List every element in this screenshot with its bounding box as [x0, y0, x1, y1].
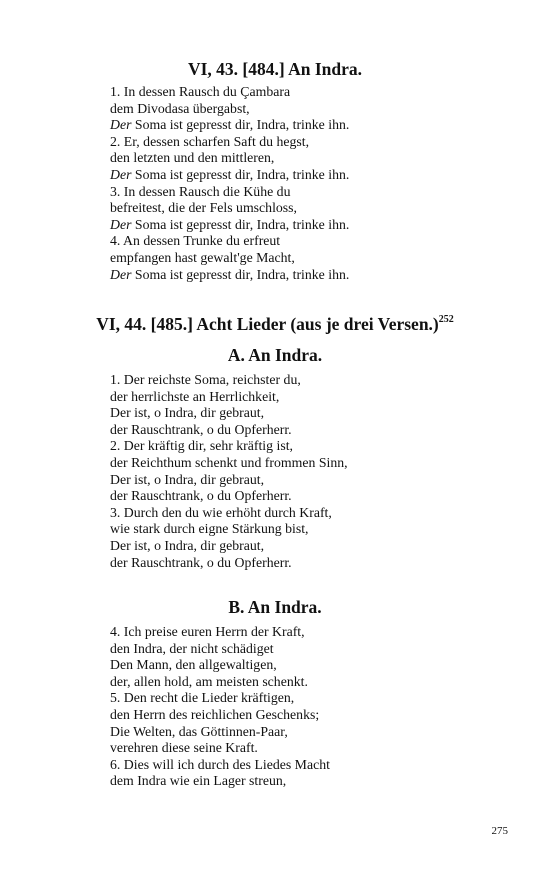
- section-heading-a: A. An Indra.: [227, 345, 323, 365]
- verse-line: Der ist, o Indra, dir gebraut,: [110, 537, 265, 553]
- verse-line: [110, 117, 530, 134]
- refrain-text: Soma ist gepresst dir, Indra, trinke ihn.: [131, 266, 350, 282]
- refrain-emphasis: Der: [110, 216, 132, 232]
- refrain-text: Soma ist gepresst dir, Indra, trinke ihn.: [131, 166, 350, 182]
- refrain-text: Soma ist gepresst dir, Indra, trinke ihn.: [131, 117, 350, 133]
- verse-line: befreitest, die der Fels umschloss,: [110, 200, 297, 216]
- verse-line: den Herrn des reichlichen Geschenks;: [110, 706, 320, 722]
- refrain-emphasis: Der: [110, 266, 132, 282]
- verse-line: 5. Den recht die Lieder kräftigen,: [110, 690, 295, 706]
- hymn-heading-vi-43: VI, 43. [484.] An Indra.: [187, 59, 363, 79]
- verse-line: 3. In dessen Rausch die Kühe du: [110, 183, 291, 199]
- verse-line: Der ist, o Indra, dir gebraut,: [110, 471, 265, 487]
- verse-line: der Rauschtrank, o du Opferherr.: [110, 554, 292, 570]
- refrain-emphasis: Der: [110, 117, 132, 133]
- verse-line: der Rauschtrank, o du Opferherr.: [110, 488, 292, 504]
- hymn-vi-43-verses: [110, 84, 530, 283]
- verse-line: der Reichthum schenkt und frommen Sinn,: [110, 454, 348, 470]
- verse-line: der Rauschtrank, o du Opferherr.: [110, 421, 292, 437]
- verse-line: 6. Dies will ich durch des Liedes Macht: [110, 756, 330, 772]
- page-number: 275: [491, 825, 508, 837]
- verse-line: verehren diese seine Kraft.: [110, 740, 258, 756]
- verse-line: Den Mann, den allgewaltigen,: [110, 657, 277, 673]
- verse-line: Die Welten, das Göttinnen-Paar,: [110, 723, 288, 739]
- section-heading-b: B. An Indra.: [228, 597, 322, 617]
- verse-line: [110, 217, 530, 234]
- section-a-verses: [110, 372, 530, 571]
- verse-line: empfangen hast gewalt'ge Macht,: [110, 249, 295, 265]
- verse-line: den Indra, der nicht schädiget: [110, 640, 274, 656]
- footnote-reference: 252: [438, 314, 454, 325]
- verse-line: dem Divodasa übergabst,: [110, 100, 250, 116]
- verse-line: 2. Der kräftig dir, sehr kräftig ist,: [110, 438, 293, 454]
- hymn-heading-vi-44-text: VI, 44. [485.] Acht Lieder (aus je drei Versen.): [96, 314, 439, 334]
- refrain-emphasis: Der: [110, 166, 132, 182]
- refrain-text: Soma ist gepresst dir, Indra, trinke ihn.: [131, 216, 350, 232]
- verse-line: wie stark durch eigne Stärkung bist,: [110, 521, 309, 537]
- verse-line: 4. Ich preise euren Herrn der Kraft,: [110, 624, 305, 639]
- verse-line: Der ist, o Indra, dir gebraut,: [110, 405, 265, 421]
- section-b-verses: [110, 624, 530, 790]
- verse-line: dem Indra wie ein Lager streun,: [110, 773, 287, 789]
- verse-line: 3. Durch den du wie erhöht durch Kraft,: [110, 504, 332, 520]
- verse-line: 1. Der reichste Soma, reichster du,: [110, 372, 301, 387]
- verse-line: den letzten und den mittleren,: [110, 150, 275, 166]
- verse-line: 4. An dessen Trunke du erfreut: [110, 233, 281, 249]
- hymn-heading-vi-44: [0, 310, 550, 334]
- verse-line: [110, 267, 530, 284]
- verse-line: der, allen hold, am meisten schenkt.: [110, 673, 308, 689]
- verse-line: 2. Er, dessen scharfen Saft du hegst,: [110, 133, 310, 149]
- verse-line: der herrlichste an Herrlichkeit,: [110, 388, 280, 404]
- verse-line: 1. In dessen Rausch du Çambara: [110, 84, 291, 99]
- verse-line: [110, 167, 530, 184]
